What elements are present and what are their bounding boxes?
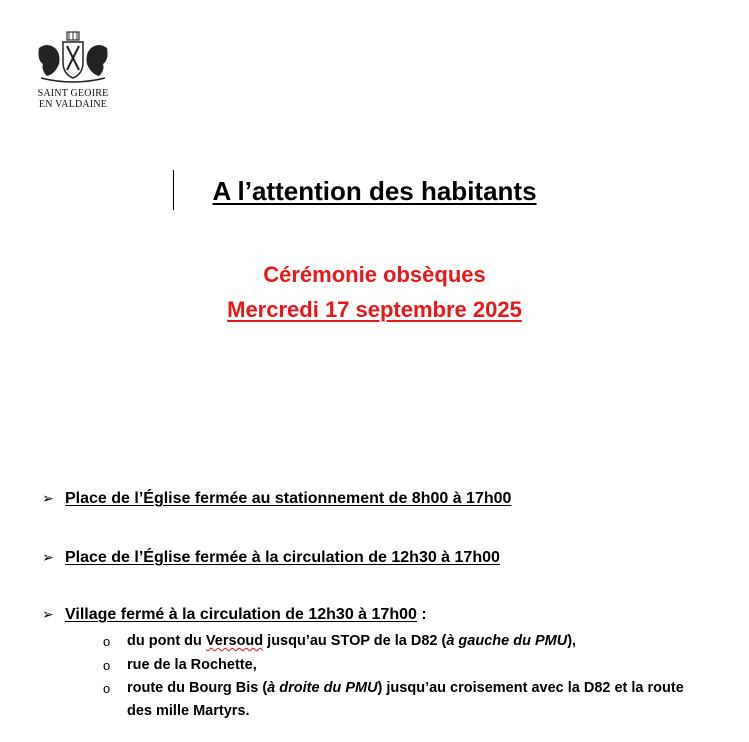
sub-text-italic: à droite du PMU — [267, 680, 378, 696]
logo-line-1: SAINT GEOIRE — [37, 88, 109, 99]
bullet-text: Village fermé à la circulation de 12h30 à 17h00 — [65, 606, 417, 623]
bullet-item-parking — [42, 490, 511, 508]
page-title: A l’attention des habitants — [212, 176, 537, 206]
sub-text: ), — [567, 633, 577, 649]
bullet-item-village-closed — [42, 606, 427, 624]
circle-bullet-icon: o — [103, 658, 111, 673]
sub-text: rue de la Rochette, — [127, 657, 257, 673]
arrow-bullet-icon: ➢ — [42, 490, 54, 506]
sub-item-rochette — [103, 654, 697, 678]
subtitle-date: Mercredi 17 septembre 2025 — [227, 297, 522, 322]
sub-text: du pont du — [127, 633, 206, 649]
arrow-bullet-icon: ➢ — [42, 606, 54, 622]
subtitle-ceremony: Cérémonie obsèques — [263, 262, 486, 287]
sub-text: route du Bourg Bis ( — [127, 680, 268, 696]
town-logo — [28, 30, 118, 110]
logo-line-2: EN VALDAINE — [38, 99, 108, 110]
circle-bullet-icon: o — [103, 681, 111, 696]
circle-bullet-icon: o — [103, 634, 111, 649]
arrow-bullet-icon: ➢ — [42, 549, 54, 565]
sub-text: ) jusqu’au croisement avec la D82 et la route des mille Martyrs. — [127, 680, 684, 719]
sub-text-versoud: Versoud — [205, 633, 264, 649]
coat-of-arms-icon — [33, 30, 113, 88]
sub-item-bourg-bis — [103, 677, 697, 723]
sub-text: jusqu’au STOP de la D82 ( — [263, 633, 447, 649]
bullet-item-traffic-square — [42, 549, 500, 567]
sub-text-italic: à gauche du PMU — [446, 633, 568, 649]
bullet-text: Place de l’Église fermée à la circulation de 12h30 à 17h00 — [65, 549, 500, 566]
sub-item-versoud — [103, 630, 697, 654]
bullet-suffix: : — [416, 606, 427, 623]
bullet-text: Place de l’Église fermée au stationnement de 8h00 à 17h00 — [65, 490, 512, 507]
